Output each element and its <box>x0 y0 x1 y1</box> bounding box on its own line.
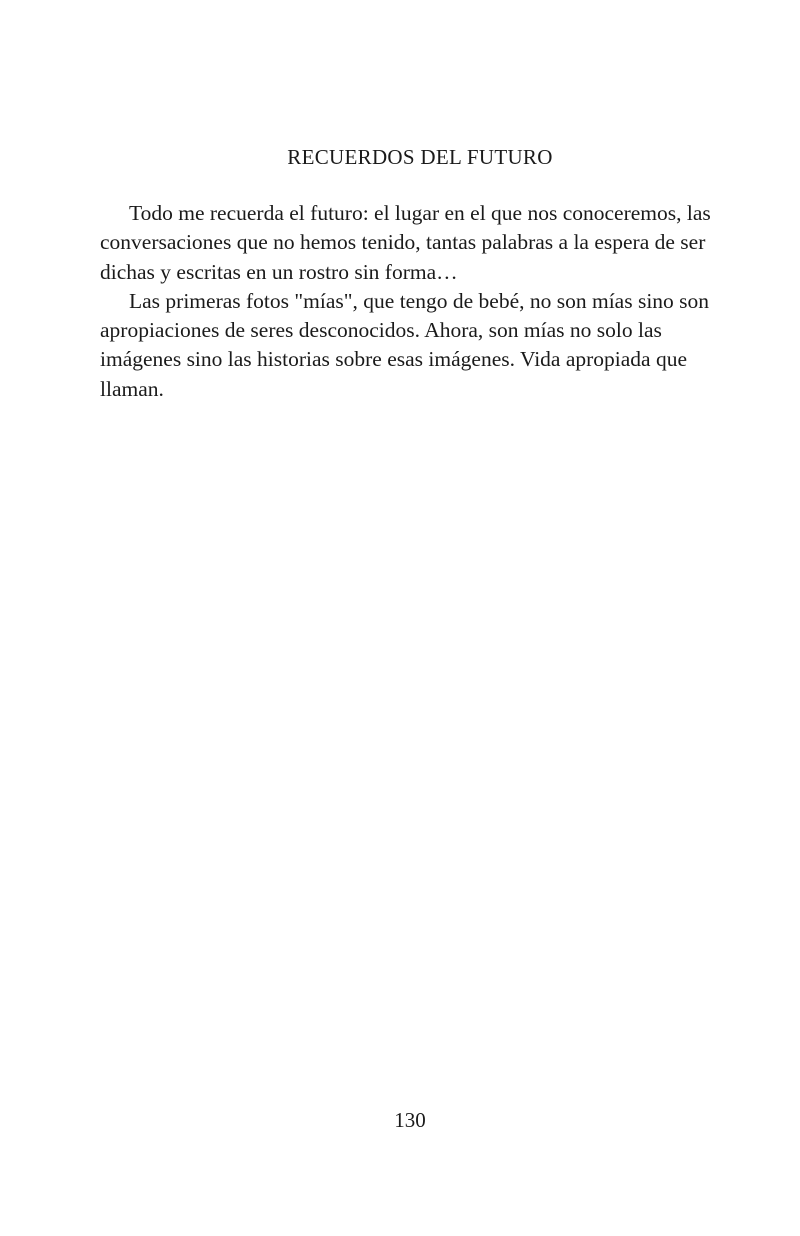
text-line: imágenes sino las historias sobre esas imágenes. Vida apropiada que <box>100 347 688 372</box>
page-number: 130 <box>394 1108 426 1132</box>
text-line: llaman. <box>100 376 164 401</box>
text-line: Todo me recuerda el futuro: el lugar en el que nos conoceremos, las <box>129 201 711 225</box>
body-text <box>100 199 724 404</box>
text-line: conversaciones que no hemos tenido, tantas palabras a la espera de ser <box>100 230 706 255</box>
paragraph-1 <box>100 199 724 287</box>
text-line: apropiaciones de seres desconocidos. Ahora, son mías no solo las <box>100 318 662 343</box>
chapter-title: RECUERDOS DEL FUTURO <box>287 145 553 169</box>
text-line: dichas y escritas en un rostro sin forma… <box>100 259 458 284</box>
paragraph-2 <box>100 287 724 404</box>
text-line: Las primeras fotos "mías", que tengo de bebé, no son mías sino son <box>129 288 710 313</box>
